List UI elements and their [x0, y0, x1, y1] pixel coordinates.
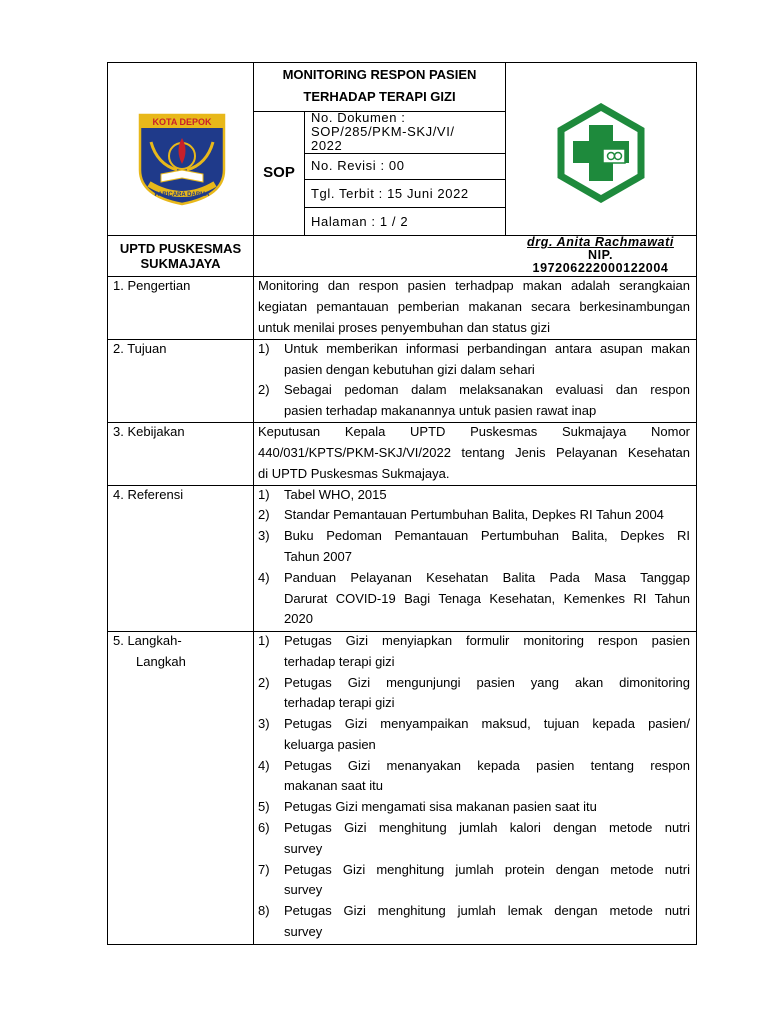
list-item-text: Tahun 2007: [284, 549, 352, 564]
list-number: 5): [258, 799, 270, 814]
label-column-rule: [253, 62, 254, 945]
logo-banner-text: KOTA DEPOK: [152, 117, 212, 127]
list-item-text: survey: [284, 882, 323, 897]
row-rule-referensi: [107, 485, 697, 486]
list-item-text: makanan saat itu: [284, 778, 384, 793]
list-item-text: keluarga pasien: [284, 737, 376, 752]
kebijakan-line: 440/031/KPTS/PKM-SKJ/VI/2022 tentang Jenis Pelayanan Kesehatan: [258, 445, 690, 460]
list-item-text: Darurat COVID-19 Bagi Tenaga Kesehatan, Kemenkes RI Tahun: [284, 591, 690, 606]
signer-nip: 197206222000122004: [532, 261, 669, 275]
meta-divider-1: [304, 153, 505, 154]
list-item-text: pasien dengan kebutuhan gizi dalam sehari: [284, 362, 535, 377]
row-rule-kebijakan: [107, 422, 697, 423]
list-number: 1): [258, 341, 270, 356]
organization-line2: SUKMAJAYA: [140, 256, 221, 271]
kebijakan-line: di UPTD Puskesmas Sukmajaya.: [258, 466, 450, 481]
list-number: 3): [258, 528, 270, 543]
list-item-text: pasien terhadap makanannya untuk pasien rawat inap: [284, 403, 597, 418]
list-item-text: Untuk memberikan informasi perbandingan antara asupan makan: [284, 341, 690, 356]
meta-divider-2: [304, 179, 505, 180]
list-number: 4): [258, 570, 270, 585]
list-item-text: survey: [284, 924, 323, 939]
list-number: 1): [258, 487, 270, 502]
list-number: 7): [258, 862, 270, 877]
signer-nip-label: NIP.: [587, 248, 614, 262]
kebijakan-line: Keputusan Kepala UPTD Puskesmas Sukmajaya Nomor: [258, 424, 690, 439]
table-border-right: [696, 62, 697, 945]
list-item-text: Sebagai pedoman dalam melaksanakan evaluasi dan respon: [284, 382, 690, 397]
list-item-text: Petugas Gizi menghitung jumlah protein dengan metode nutri: [284, 862, 690, 877]
section-label-referensi: 4. Referensi: [113, 487, 184, 502]
row-rule-langkah: [107, 631, 697, 632]
list-item-text: Petugas Gizi mengamati sisa makanan pasien saat itu: [284, 799, 597, 814]
list-number: 6): [258, 820, 270, 835]
puskesmas-logo: [551, 103, 651, 203]
list-number: 1): [258, 633, 270, 648]
organization-line1: UPTD PUSKESMAS: [119, 241, 242, 256]
kota-depok-logo: [137, 112, 227, 206]
list-item-text: Petugas Gizi menyiapkan formulir monitoring respon pasien: [284, 633, 690, 648]
doc-number-label: No. Dokumen :: [311, 110, 406, 125]
page-number: Halaman : 1 / 2: [311, 214, 409, 229]
list-item-text: Petugas Gizi menyampaikan maksud, tujuan kepada pasien/: [284, 716, 690, 731]
list-number: 4): [258, 758, 270, 773]
list-item-text: Petugas Gizi menghitung jumlah kalori dengan metode nutri: [284, 820, 690, 835]
list-number: 2): [258, 382, 270, 397]
section-label-langkah: 5. Langkah-: [113, 633, 182, 648]
table-border-bottom: [107, 944, 697, 945]
list-item-text: Petugas Gizi menanyakan kepada pasien tentang respon: [284, 758, 690, 773]
issue-date: Tgl. Terbit : 15 Juni 2022: [311, 186, 469, 201]
logo-column-rule: [505, 62, 506, 236]
pengertian-line: kegiatan pemantauan pemberian makanan secara berkesinambungan: [258, 299, 690, 314]
logo-motto-text: PARICARA DARMA: [154, 192, 210, 198]
document-title-line2: TERHADAP TERAPI GIZI: [303, 89, 456, 104]
pengertian-line: Monitoring dan respon pasien terhadpap makan adalah serangkaian: [258, 278, 690, 293]
section-label-kebijakan: 3. Kebijakan: [113, 424, 185, 439]
sop-column-rule: [304, 111, 305, 236]
list-number: 8): [258, 903, 270, 918]
sop-label: SOP: [263, 164, 295, 181]
section-label-tujuan: 2. Tujuan: [113, 341, 167, 356]
table-border-top: [107, 62, 697, 63]
revision-number: No. Revisi : 00: [311, 158, 405, 173]
table-border-left: [107, 62, 108, 945]
list-number: 3): [258, 716, 270, 731]
list-item-text: terhadap terapi gizi: [284, 695, 395, 710]
list-item-text: Petugas Gizi mengunjungi pasien yang akan dimonitoring: [284, 675, 690, 690]
signer-name: drg. Anita Rachmawati: [527, 235, 674, 249]
list-item-text: survey: [284, 841, 323, 856]
list-item-text: Tabel WHO, 2015: [284, 487, 387, 502]
signature-row-rule: [107, 276, 697, 277]
section-label-pengertian: 1. Pengertian: [113, 278, 191, 293]
list-item-text: Panduan Pelayanan Kesehatan Balita Pada Masa Tanggap: [284, 570, 690, 585]
pengertian-line: untuk menilai proses penyembuhan dan status gizi: [258, 320, 550, 335]
list-item-text: Petugas Gizi menghitung jumlah lemak dengan metode nutri: [284, 903, 690, 918]
doc-number-line1: SOP/285/PKM-SKJ/VI/: [311, 124, 455, 139]
document-title-line1: MONITORING RESPON PASIEN: [282, 67, 477, 82]
list-item-text: 2020: [284, 611, 313, 626]
meta-divider-3: [304, 207, 505, 208]
section-label-langkah-cont: Langkah: [136, 654, 186, 669]
list-number: 2): [258, 675, 270, 690]
list-item-text: Buku Pedoman Pemantauan Pertumbuhan Balita, Depkes RI: [284, 528, 690, 543]
row-rule-tujuan: [107, 339, 697, 340]
list-item-text: terhadap terapi gizi: [284, 654, 395, 669]
doc-number-line2: 2022: [311, 138, 343, 153]
list-number: 2): [258, 507, 270, 522]
list-item-text: Standar Pemantauan Pertumbuhan Balita, Depkes RI Tahun 2004: [284, 507, 664, 522]
